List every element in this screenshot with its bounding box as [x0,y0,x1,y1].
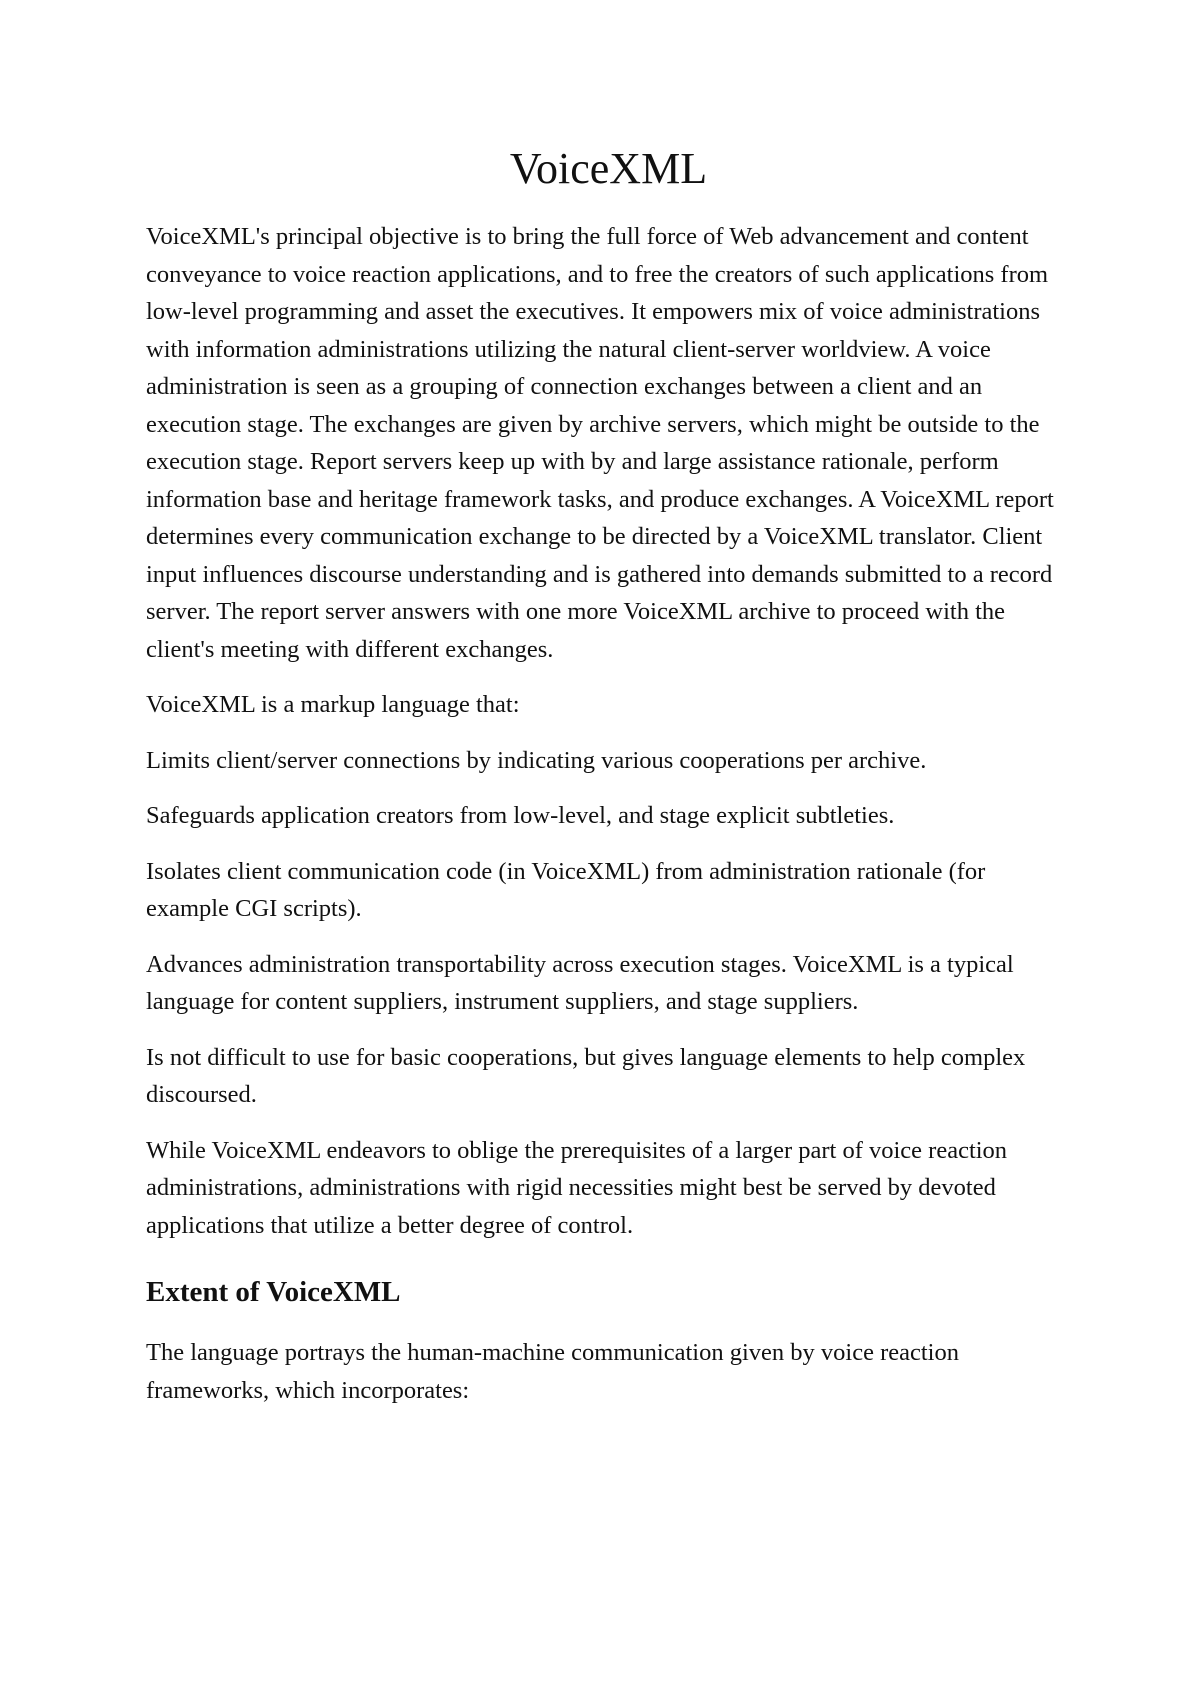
point-paragraph: Limits client/server connections by indicating various cooperations per archive. [146,746,927,774]
document-body [146,140,1071,1427]
section-paragraph: The language portrays the human-machine communication given by voice reaction frameworks, which incorporates: [146,1339,959,1404]
point-paragraph: Is not difficult to use for basic cooperations, but gives language elements to help complex discoursed. [146,1043,1026,1108]
point-paragraph: Safeguards application creators from low-level, and stage explicit subtleties. [146,802,895,829]
markup-intro-paragraph: VoiceXML is a markup language that: [146,691,520,718]
point-paragraph: Advances administration transportability across execution stages. VoiceXML is a typical language for content suppliers, instrument suppliers, and stage suppliers. [146,950,1014,1015]
closing-paragraph: While VoiceXML endeavors to oblige the prerequisites of a larger part of voice reaction administrations, administrations with rigid necessities might best be served by devoted applications that utilize a better degree of control. [146,1136,1008,1239]
section-heading: Extent of VoiceXML [146,1276,401,1308]
intro-paragraph: VoiceXML's principal objective is to bring the full force of Web advancement and content conveyance to voice reaction applications, and to free the creators of such applications from low-level programming and asset the executives. It empowers mix of voice administrations with information administrations utilizing the natural client-server worldview. A voice administration is seen as a grouping of connection exchanges between a client and an execution stage. The exchanges are given by archive servers, which might be outside to the execution stage. Report servers keep up with by and large assistance rationale, perform information base and heritage framework tasks, and produce exchanges. A VoiceXML report determines every communication exchange to be directed by a VoiceXML translator. Client input influences discourse understanding and is gathered into demands submitted to a record server. The report server answers with one more VoiceXML archive to proceed with the client's meeting with different exchanges. [146,223,1054,663]
document-title: VoiceXML [509,144,708,193]
point-paragraph: Isolates client communication code (in VoiceXML) from administration rationale (for example CGI scripts). [146,857,986,922]
